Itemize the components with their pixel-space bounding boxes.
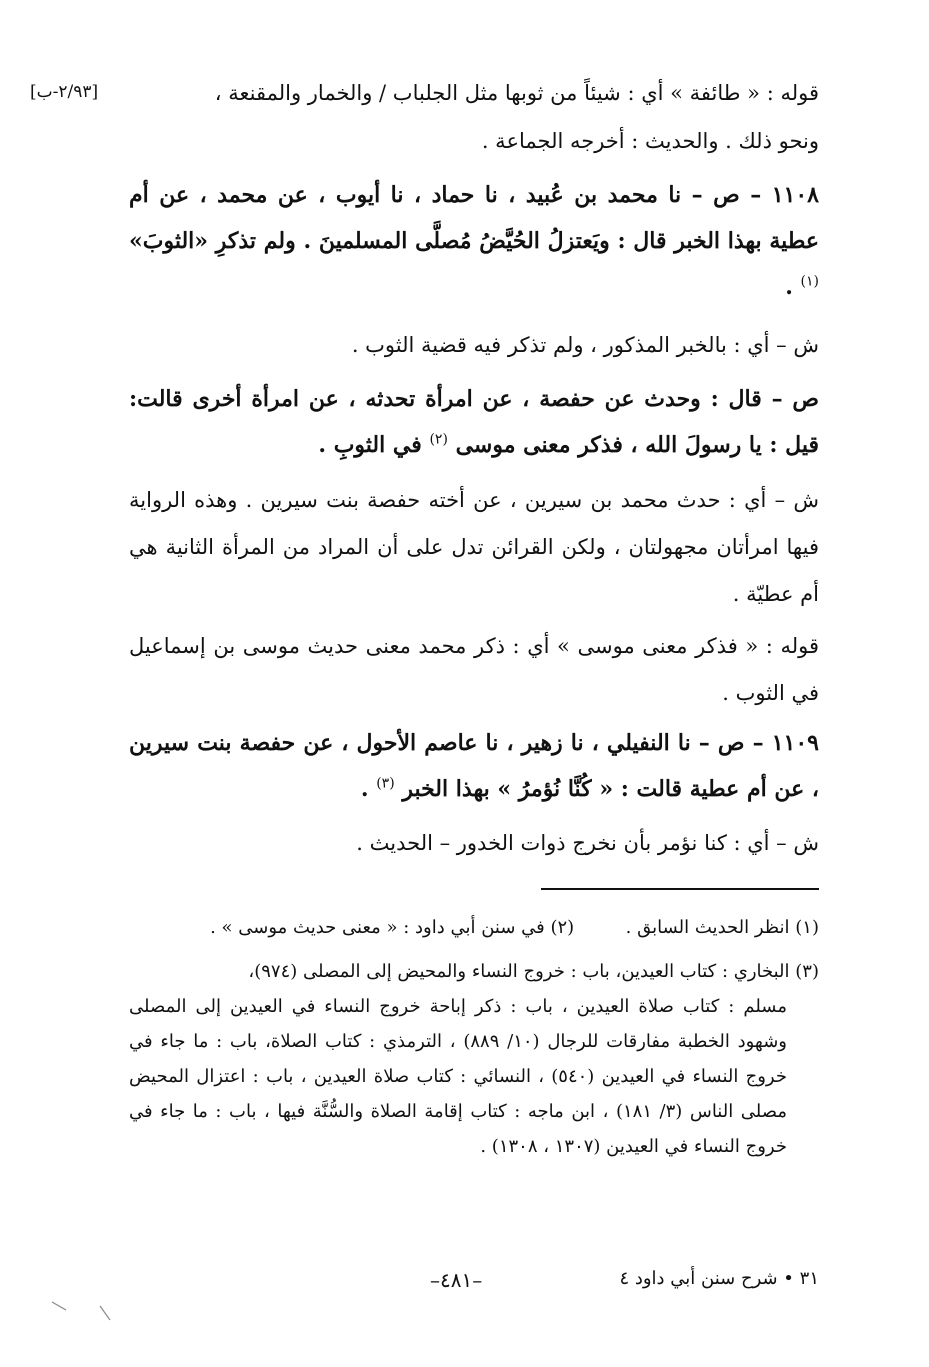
hadith-1108 — [129, 172, 819, 310]
footnote-ref-3: (٣) — [376, 775, 395, 792]
book-signature: ٣١ • شرح سنن أبي داود ٤ — [619, 1268, 819, 1289]
footnote-3-text-cont: مسلم : كتاب صلاة العيدين ، باب : ذكر إباحة خروج النساء في العيدين إلى المصلى وشهود الخطبة مفارقات للرجال (١٠/ ٨٨٩) ، الترمذي : كتاب الصلاة، باب : ما جاء في خروج النساء في العيدين (٥٤٠) ، النسائي : كتاب صلاة العيدين ، باب : اعتزال المحيض مصلى الناس (٣/ ١٨١) ، ابن ماجه : كتاب إقامة الصلاة والسُّنَّة فيها ، باب : ما جاء في خروج النساء في العيدين (١٣٠٧ ، ١٣٠٨) . — [129, 996, 787, 1157]
punctuation: . — [785, 274, 793, 300]
commentary-shin-1 — [129, 322, 819, 369]
footnote-ref-1: (١) — [800, 273, 819, 290]
footnote-ref-2: (٢) — [429, 431, 448, 448]
scan-artifact-icon — [48, 1298, 128, 1338]
footnote-separator — [541, 888, 819, 890]
marginal-manuscript-ref: [٢/٩٣-ب] — [30, 82, 99, 102]
hadith-1109 — [129, 720, 819, 812]
hadith-text: ص – قال : وحدث عن حفصة ، عن امرأة تحدثه ، عن امرأة أخرى قالت: قيل : يا رسولَ الله ، فذكر معنى موسى — [129, 386, 819, 458]
comment-paragraph-taifa — [129, 70, 819, 117]
footnote-2: (٢) في سنن أبي داود : « معنى حديث موسى » . — [210, 917, 575, 938]
hadith-sad — [129, 376, 819, 468]
commentary-shin-2 — [129, 477, 819, 618]
comment-text: قوله : « فذكر معنى موسى » أي : ذكر محمد معنى حديث موسى بن إسماعيل في الثوب . — [129, 634, 819, 705]
footnote-1: (١) انظر الحديث السابق . — [625, 917, 819, 938]
page-number: –٤٨١– — [430, 1268, 483, 1292]
footnote-3-continuation — [129, 989, 787, 1164]
hadith-text-end: في الثوبِ . — [318, 432, 422, 458]
punctuation: . — [360, 776, 369, 802]
footnote-3-text: (٣) البخاري : كتاب العيدين، باب : خروج النساء والمحيض إلى المصلى (٩٧٤)، — [248, 961, 819, 982]
footnote-row-1-2 — [129, 910, 819, 945]
hadith-text: ١١٠٨ – ص – نا محمد بن عُبيد ، نا حماد ، نا أيوب ، عن محمد ، عن أم عطية بهذا الخبر قال : ويَعتزلُ الحُيَّضُ مُصلَّى المسلمينَ . ولم تذكرِ «الثوبَ» — [129, 182, 819, 254]
comment-paragraph-musa — [129, 623, 819, 717]
commentary-text: ش – أي : بالخبر المذكور ، ولم تذكر فيه قضية الثوب . — [351, 333, 819, 357]
commentary-shin-3 — [129, 820, 819, 867]
comment-text: ونحو ذلك . والحديث : أخرجه الجماعة . — [481, 129, 819, 153]
footnote-3-first-line — [129, 954, 819, 989]
comment-paragraph-taifa-cont — [129, 118, 819, 165]
comment-text: قوله : « طائفة » أي : شيئاً من ثوبها مثل الجلباب / والخمار والمقنعة ، — [214, 81, 819, 105]
commentary-text: ش – أي : حدث محمد بن سيرين ، عن أخته حفصة بنت سيرين . وهذه الرواية فيها امرأتان مجهولتان ، ولكن القرائن تدل على أن المراد من المرأة الثانية هي أم عطيّة . — [129, 488, 819, 606]
commentary-text: ش – أي : كنا نؤمر بأن نخرج ذوات الخدور – الحديث . — [356, 831, 819, 855]
hadith-text: ١١٠٩ – ص – نا النفيلي ، نا زهير ، نا عاصم الأحول ، عن حفصة بنت سيرين ، عن أم عطية قالت : « كُنَّا نُؤمرُ » بهذا الخبر — [129, 730, 819, 802]
